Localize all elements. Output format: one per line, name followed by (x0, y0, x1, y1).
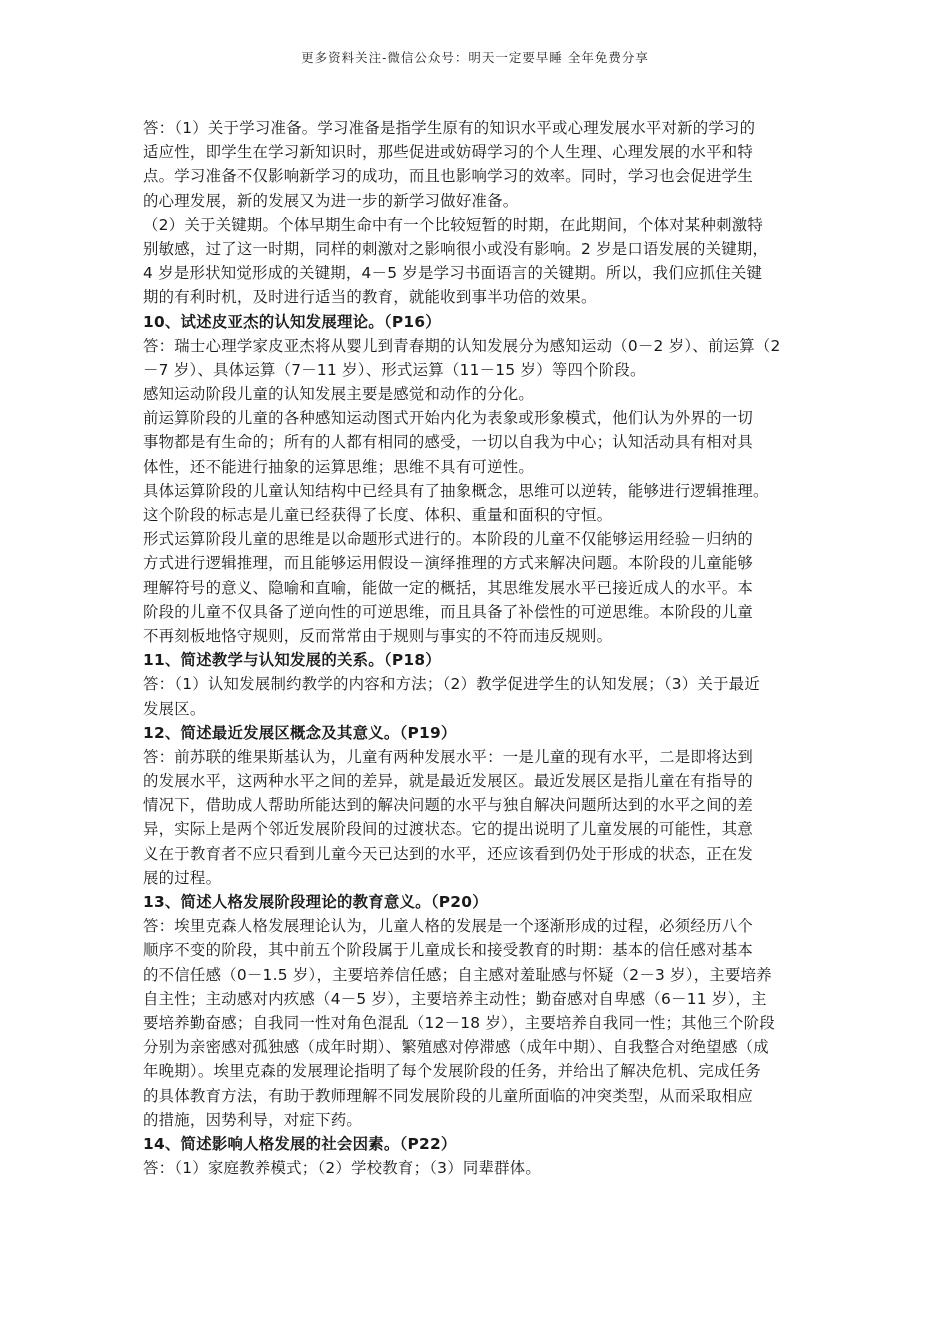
text-line: 事物都是有生命的；所有的人都有相同的感受，一切以自我为中心；认知活动具有相对具 (143, 433, 753, 452)
text-line: 分别为亲密感对孤独感（成年时期）、繁殖感对停滞感（成年中期）、自我整合对绝望感（成 (143, 1038, 769, 1057)
question-heading: 10、试述皮亚杰的认知发展理论。（P16） (143, 312, 441, 331)
text-line: 的心理发展，新的发展又为进一步的新学习做好准备。 (143, 191, 519, 210)
text-line: 阶段的儿童不仅具备了逆向性的可逆思维，而且具备了补偿性的可逆思维。本阶段的儿童 (143, 602, 753, 621)
text-line: 别敏感，过了这一时期，同样的刺激对之影响很小或没有影响。2 岁是口语发展的关键期， (143, 239, 769, 258)
text-line: （2）关于关键期。个体早期生命中有一个比较短暂的时期，在此期间，个体对某种刺激特 (143, 215, 764, 234)
text-line: 适应性，即学生在学习新知识时，那些促进或妨碍学习的个人生理、心理发展的水平和特 (143, 143, 753, 162)
text-line: 形式运算阶段儿童的思维是以命题形式进行的。本阶段的儿童不仅能够运用经验－归纳的 (143, 530, 753, 549)
text-line: 年晚期）。埃里克森的发展理论指明了每个发展阶段的任务，并给出了解决危机、完成任务 (143, 1062, 761, 1081)
text-line: 发展区。 (143, 699, 206, 718)
question-heading: 13、简述人格发展阶段理论的教育意义。（P20） (143, 893, 488, 911)
page-header: 更多资料关注-微信公众号：明天一定要早睡 全年免费分享 (301, 50, 649, 65)
text-line: 答：（1）家庭教养模式；（2）学校教育；（3）同辈群体。 (143, 1159, 542, 1178)
text-line: 答：（1）认知发展制约教学的内容和方法；（2）教学促进学生的认知发展；（3）关于最近 (143, 675, 761, 694)
text-line: 前运算阶段的儿童的各种感知运动图式开始内化为表象或形象模式，他们认为外界的一切 (143, 409, 753, 428)
text-line: 理解符号的意义、隐喻和直喻，能做一定的概括，其思维发展水平已接近成人的水平。本 (143, 578, 753, 597)
text-line: 这个阶段的标志是儿童已经获得了长度、体积、重量和面积的守恒。 (143, 506, 613, 524)
question-heading: 12、简述最近发展区概念及其意义。（P19） (143, 723, 457, 742)
document-body (143, 116, 811, 1180)
text-line: 自主性；主动感对内疚感（4－5 岁），主要培养主动性；勤奋感对自卑感（6－11 岁），主 (143, 989, 767, 1008)
text-line: 异，实际上是两个邻近发展阶段间的过渡状态。它的提出说明了儿童发展的可能性，其意 (143, 820, 753, 839)
text-line: 的具体教育方法，有助于教师理解不同发展阶段的儿童所面临的冲突类型，从而采取相应 (143, 1086, 753, 1105)
question-heading: 14、简述影响人格发展的社会因素。（P22） (143, 1134, 457, 1153)
text-line: 的发展水平，这两种水平之间的差异，就是最近发展区。最近发展区是指儿童在有指导的 (143, 772, 753, 791)
text-line: 4 岁是形状知觉形成的关键期，4－5 岁是学习书面语言的关键期。所以，我们应抓住关键 (143, 264, 763, 283)
question-heading: 11、简述教学与认知发展的关系。（P18） (143, 651, 441, 670)
text-line: 点。学习准备不仅影响新学习的成功，而且也影响学习的效率。同时，学习也会促进学生 (143, 167, 753, 186)
text-line: 具体运算阶段的儿童认知结构中已经具有了抽象概念，思维可以逆转，能够进行逻辑推理。 (143, 481, 769, 500)
text-line: 感知运动阶段儿童的认知发展主要是感觉和动作的分化。 (143, 385, 535, 404)
text-line: 顺序不变的阶段，其中前五个阶段属于儿童成长和接受教育的时期：基本的信任感对基本 (143, 941, 753, 960)
text-line: 要培养勤奋感；自我同一性对角色混乱（12－18 岁），主要培养自我同一性；其他三个阶段 (143, 1013, 775, 1032)
text-line: －7 岁）、具体运算（7－11 岁）、形式运算（11－15 岁）等四个阶段。 (143, 360, 646, 379)
text-line: 情况下，借助成人帮助所能达到的解决问题的水平与独自解决问题所达到的水平之间的差 (143, 796, 753, 815)
text-line: 的措施，因势利导，对症下药。 (143, 1110, 362, 1129)
text-line: 答：瑞士心理学家皮亚杰将从婴儿到青春期的认知发展分为感知运动（0－2 岁）、前运算（2 (143, 336, 781, 355)
text-line: 体性，还不能进行抽象的运算思维；思维不具有可逆性。 (143, 457, 535, 476)
text-line: 展的过程。 (143, 868, 222, 887)
text-line: 方式进行逻辑推理，而且能够运用假设－演绎推理的方式来解决问题。本阶段的儿童能够 (143, 554, 753, 573)
text-line: 不再刻板地恪守规则，反而常常由于规则与事实的不符而违反规则。 (143, 626, 613, 645)
text-line: 的不信任感（0－1.5 岁），主要培养信任感；自主感对羞耻感与怀疑（2－3 岁），主要培养 (143, 965, 772, 984)
text-line: 答：（1）关于学习准备。学习准备是指学生原有的知识水平或心理发展水平对新的学习的 (143, 119, 756, 137)
text-line: 期的有利时机，及时进行适当的教育，就能收到事半功倍的效果。 (143, 288, 597, 307)
text-line: 义在于教育者不应只看到儿童今天已达到的水平，还应该看到仍处于形成的状态，正在发 (143, 844, 753, 863)
text-line: 答：前苏联的维果斯基认为，儿童有两种发展水平：一是儿童的现有水平，二是即将达到 (143, 747, 753, 766)
text-line: 答：埃里克森人格发展理论认为，儿童人格的发展是一个逐渐形成的过程，必须经历八个 (143, 917, 753, 936)
